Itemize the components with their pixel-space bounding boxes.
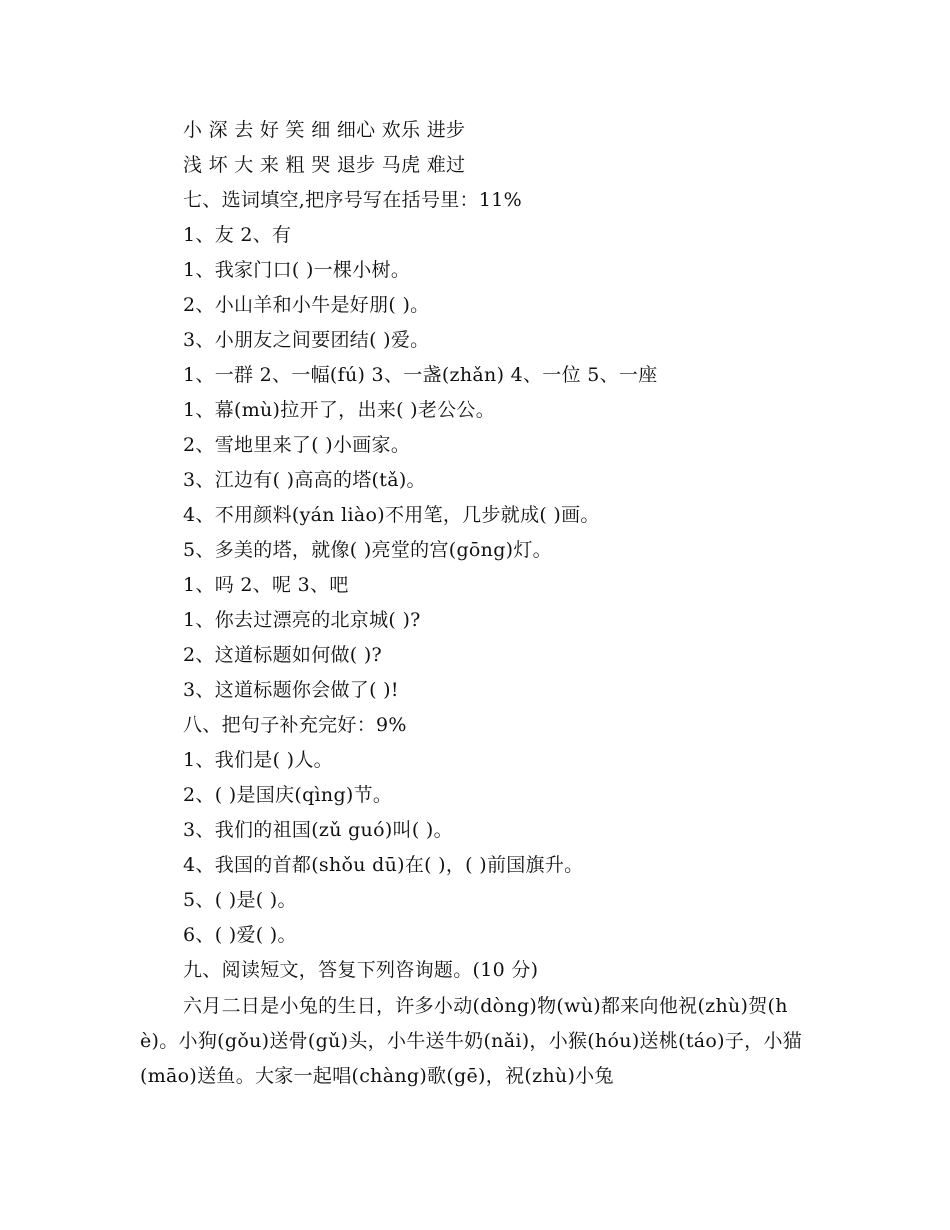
question-line: 2、小山羊和小牛是好朋( )。 <box>183 294 430 316</box>
options-group-2: 1、一群 2、一幅(fú) 3、一盏(zhǎn) 4、一位 5、一座 <box>183 364 658 386</box>
section-7-heading: 七、选词填空,把序号写在括号里：11% <box>183 189 522 211</box>
question-line: 1、我们是( )人。 <box>183 749 333 771</box>
question-line: 4、我国的首都(shǒu dū)在( )，( )前国旗升。 <box>183 854 584 876</box>
reading-passage: 六月二日是小兔的生日，许多小动(dòng)物(wù)都来向他祝(zhù)贺(hè)。小狗(gǒu)送骨(gǔ)头，小牛送牛奶(nǎi)，小猴(hóu)送桃(táo)子，小猫(māo)送鱼。大家一起唱(chàng)歌(gē)，祝(zhù)小兔 <box>140 995 803 1087</box>
question-line: 3、这道标题你会做了( )! <box>183 679 399 701</box>
section-8-heading: 八、把句子补充完好：9% <box>183 714 407 736</box>
question-line: 1、幕(mù)拉开了，出来( )老公公。 <box>183 399 496 421</box>
question-line: 3、小朋友之间要团结( )爱。 <box>183 329 430 351</box>
question-line: 4、不用颜料(yán liào)不用笔，几步就成( )画。 <box>183 504 600 526</box>
question-line: 2、这道标题如何做( )? <box>183 644 383 666</box>
question-line: 3、我们的祖国(zǔ guó)叫( )。 <box>183 819 453 841</box>
question-line: 1、你去过漂亮的北京城( )? <box>183 609 421 631</box>
question-line: 5、多美的塔，就像( )亮堂的宫(gōng)灯。 <box>183 539 552 561</box>
question-line: 1、我家门口( )一棵小树。 <box>183 259 411 281</box>
word-row-1: 小 深 去 好 笑 细 细心 欢乐 进步 <box>183 119 466 141</box>
question-line: 6、( )爱( )。 <box>183 924 297 946</box>
question-line: 2、雪地里来了( )小画家。 <box>183 434 411 456</box>
question-line: 3、江边有( )高高的塔(tǎ)。 <box>183 469 426 491</box>
question-line: 5、( )是( )。 <box>183 889 297 911</box>
section-9-heading: 九、阅读短文，答复下列咨询题。(10 分) <box>183 959 539 981</box>
word-row-2: 浅 坏 大 来 粗 哭 退步 马虎 难过 <box>183 154 466 176</box>
question-line: 2、( )是国庆(qìng)节。 <box>183 784 393 806</box>
options-group-1: 1、友 2、有 <box>183 224 292 246</box>
options-group-3: 1、吗 2、呢 3、吧 <box>183 574 349 596</box>
